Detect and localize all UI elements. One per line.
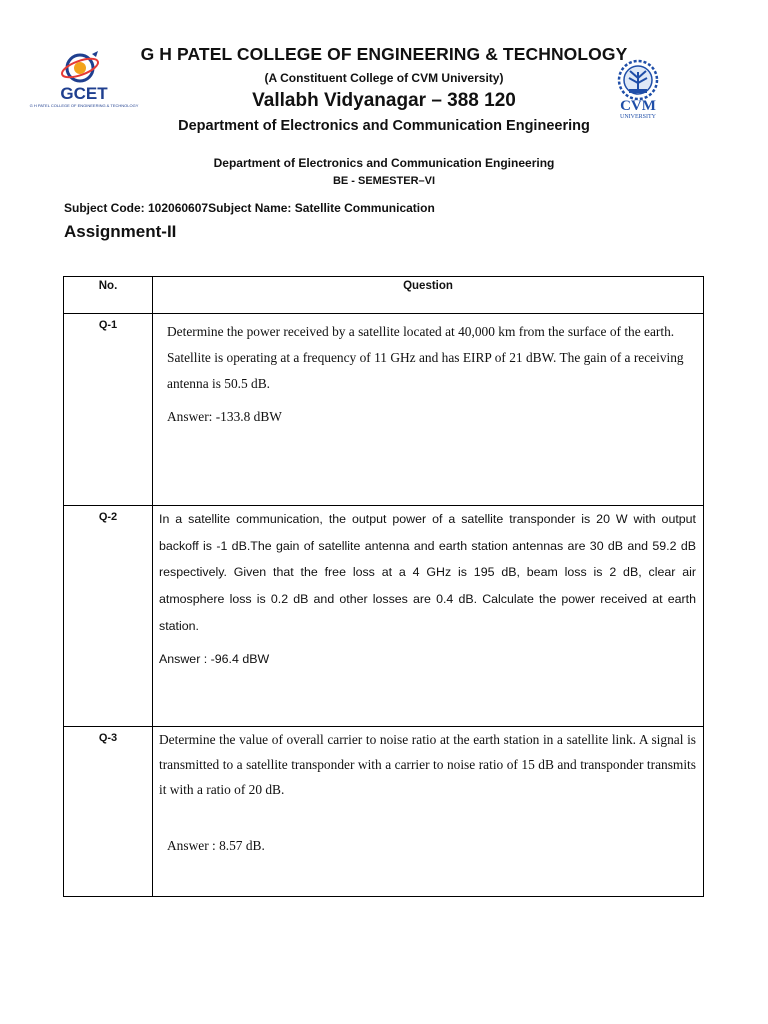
gcet-logo-subtext: G H PATEL COLLEGE OF ENGINEERING & TECHNOLOGY bbox=[29, 103, 139, 108]
question-cell bbox=[153, 506, 704, 727]
question-number: Q-3 bbox=[64, 727, 153, 897]
gcet-logo-text: GCET bbox=[60, 84, 108, 103]
question-text: Determine the power received by a satellite located at 40,000 km from the surface of the earth. Satellite is operating at a frequency of 11 GHz and has EIRP of 21 dBW. The gain of a receiving antenna is 50.5 dB. bbox=[167, 324, 684, 391]
cvm-logo-subtext: UNIVERSITY bbox=[620, 114, 656, 120]
questions-table bbox=[63, 276, 704, 897]
department-subheading: Department of Electronics and Communication Engineering bbox=[213, 156, 555, 170]
question-cell bbox=[153, 314, 704, 506]
table-row bbox=[64, 314, 704, 506]
table-row bbox=[64, 727, 704, 897]
header-no: No. bbox=[64, 277, 153, 314]
cvm-logo-text: CVM bbox=[620, 98, 656, 114]
table-header-row bbox=[64, 277, 704, 314]
constituent-line: (A Constituent College of CVM University) bbox=[264, 71, 504, 85]
college-name: G H PATEL COLLEGE OF ENGINEERING & TECHNOLOGY bbox=[140, 44, 628, 64]
answer-text: Answer: -133.8 dBW bbox=[167, 409, 282, 424]
answer-text: Answer : -96.4 dBW bbox=[159, 651, 270, 666]
header-question: Question bbox=[153, 277, 704, 314]
subject-line: Subject Code: 102060607Subject Name: Satellite Communication bbox=[64, 201, 435, 215]
question-number: Q-2 bbox=[64, 506, 153, 727]
city-line: Vallabh Vidyanagar – 388 120 bbox=[252, 90, 516, 111]
semester-line: BE - SEMESTER–VI bbox=[332, 175, 436, 187]
table-row bbox=[64, 506, 704, 727]
department-heading: Department of Electronics and Communication Engineering bbox=[178, 118, 590, 134]
question-number: Q-1 bbox=[64, 314, 153, 506]
question-text: Determine the value of overall carrier to noise ratio at the earth station in a satellite link. A signal is transmitted to a satellite transponder with a carrier to noise ratio of 15 dB and transponder transmits it with a ratio of 20 dB. bbox=[159, 732, 696, 797]
answer-text: Answer : 8.57 dB. bbox=[167, 838, 265, 853]
question-text: In a satellite communication, the output power of a satellite transponder is 20 W with output backoff is -1 dB.The gain of satellite antenna and earth station antennas are 30 dB and 59.2 dB respectively. Given that the free loss at a 4 GHz is 195 dB, beam loss is 2 dB, clear air atmosphere loss is 0.2 dB and other losses are 0.4 dB. Calculate the power received at earth station. bbox=[159, 512, 696, 633]
question-cell bbox=[153, 727, 704, 897]
assignment-title: Assignment-II bbox=[64, 222, 177, 241]
